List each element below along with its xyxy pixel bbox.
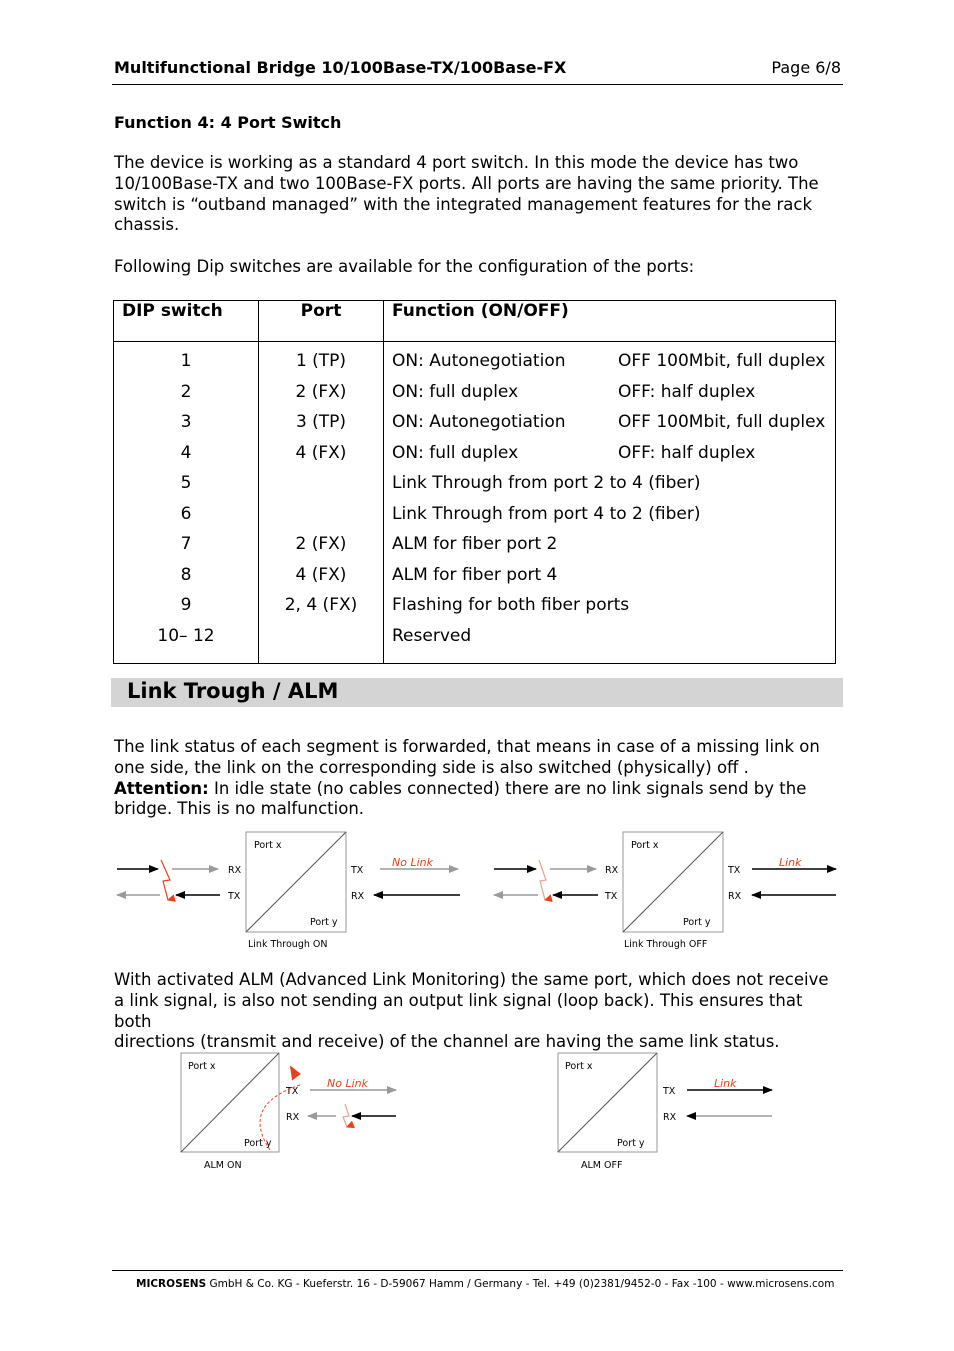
port-value: 3 (TP) [295,412,347,432]
dip-value: 2 [180,381,192,402]
port-value: 2 (FX) [295,381,347,402]
dip-value: 10– 12 [157,625,215,646]
dip-value: 9 [180,595,192,615]
tx-label: TX [605,891,618,902]
port-x-label: Port x [188,1061,216,1072]
header-dip-switch: DIP switch [114,301,259,342]
function-on: ON: full duplex [392,381,519,402]
page-number: Page 6/8 [771,58,841,77]
dip-value: 6 [180,503,192,524]
function-off: OFF 100Mbit, full duplex [618,412,826,432]
intro-line: The device is working as a standard 4 port switch. In this mode the device has two [114,153,799,172]
function-value: Flashing for both fiber ports [392,595,630,615]
no-link-label: No Link [327,1077,368,1090]
footer [136,1278,834,1290]
dip-value: 1 [180,351,192,371]
link-break-icon [539,860,546,900]
function-off: OFF: half duplex [618,442,756,463]
header-port: Port [259,301,384,342]
rx-label: RX [228,865,242,876]
dip-value: 4 [180,442,192,463]
dip-value: 8 [180,564,192,585]
port-x-label: Port x [631,840,659,851]
function-on: ON: Autonegotiation [392,351,566,371]
function-value: Link Through from port 4 to 2 (fiber) [392,503,701,524]
port-y-label: Port y [310,917,338,928]
no-link-label: No Link [392,856,433,869]
port-value: 4 (FX) [295,442,347,463]
footer-company: MICROSENS [136,1278,207,1290]
function-value: Reserved [392,625,472,646]
rx-label: RX [663,1112,677,1123]
dip-value: 3 [180,412,192,432]
link-section-title: Link Trough / ALM [127,679,339,703]
link-label: Link [779,856,802,869]
function-on: ON: Autonegotiation [392,412,566,432]
dip-intro: Following Dip switches are available for the configuration of the ports: [114,257,695,276]
function-value: Link Through from port 2 to 4 (fiber) [392,473,701,493]
port-value: 1 (TP) [295,351,347,371]
link-label: Link [714,1077,737,1090]
rx-label: RX [728,891,742,902]
port-y-label: Port y [683,917,711,928]
rx-label: RX [605,865,619,876]
link-para-line: one side, the link on the corresponding side is also switched (physically) off . [114,757,749,777]
function-off: OFF: half duplex [618,381,756,402]
function-off: OFF 100Mbit, full duplex [618,351,826,371]
tx-label: TX [728,865,741,876]
link-para-line: The link status of each segment is forwarded, that means in case of a missing link on [114,737,820,756]
loopback-arrowhead [290,1066,300,1080]
port-value: 4 (FX) [295,564,347,585]
link-break-icon [343,1104,349,1127]
alm-para-line: a link signal, is also not sending an output link signal (loop back). This ensures that both [114,990,803,1031]
link-through-on-caption: Link Through ON [248,939,328,950]
port-value: 2, 4 (FX) [284,595,358,615]
footer-address: GmbH & Co. KG - Kueferstr. 16 - D-59067 Hamm / Germany - Tel. +49 (0)2381/9452-0 - Fax -100 - www.microsens.com [206,1278,835,1290]
diagram-link-through-on [117,832,460,950]
rx-label: RX [286,1112,300,1123]
dip-value: 7 [180,534,192,554]
tx-label: TX [228,891,241,902]
diagram-alm-off [558,1053,772,1171]
link-para-line: bridge. This is no malfunction. [114,799,365,819]
intro-line: 10/100Base-TX and two 100Base-FX ports. All ports are having the same priority. The [114,173,819,193]
function-value: ALM for fiber port 4 [392,564,558,585]
port-value: 2 (FX) [295,534,347,554]
tx-label: TX [351,865,364,876]
diagram-alm-on [181,1053,396,1171]
intro-line: switch is “outband managed” with the integrated management features for the rack [114,194,813,214]
alm-para-line: directions (transmit and receive) of the channel are having the same link status. [114,1032,780,1052]
header-function: Function (ON/OFF) [384,301,836,342]
tx-label: TX [286,1086,299,1097]
link-break-icon [161,860,170,900]
diagram-link-through-off [494,832,836,950]
port-y-label: Port y [244,1138,272,1149]
attention-label: Attention: [114,778,209,798]
alm-para-line: With activated ALM (Advanced Link Monitoring) the same port, which does not receive [114,970,829,989]
port-y-label: Port y [617,1138,645,1149]
function-value: ALM for fiber port 2 [392,534,558,554]
function-on: ON: full duplex [392,442,519,463]
footer-divider [112,1270,843,1271]
link-through-off-caption: Link Through OFF [624,939,708,950]
document-title: Multifunctional Bridge 10/100Base-TX/100Base-FX [114,58,567,77]
rx-label: RX [351,891,365,902]
alm-off-caption: ALM OFF [581,1160,623,1171]
alm-on-caption: ALM ON [204,1160,242,1171]
section-title: Function 4: 4 Port Switch [114,113,342,132]
intro-line: chassis. [114,215,180,235]
dip-value: 5 [180,473,192,493]
tx-label: TX [663,1086,676,1097]
port-x-label: Port x [254,840,282,851]
port-x-label: Port x [565,1061,593,1072]
attention-text: In idle state (no cables connected) there are no link signals send by the [208,778,807,798]
